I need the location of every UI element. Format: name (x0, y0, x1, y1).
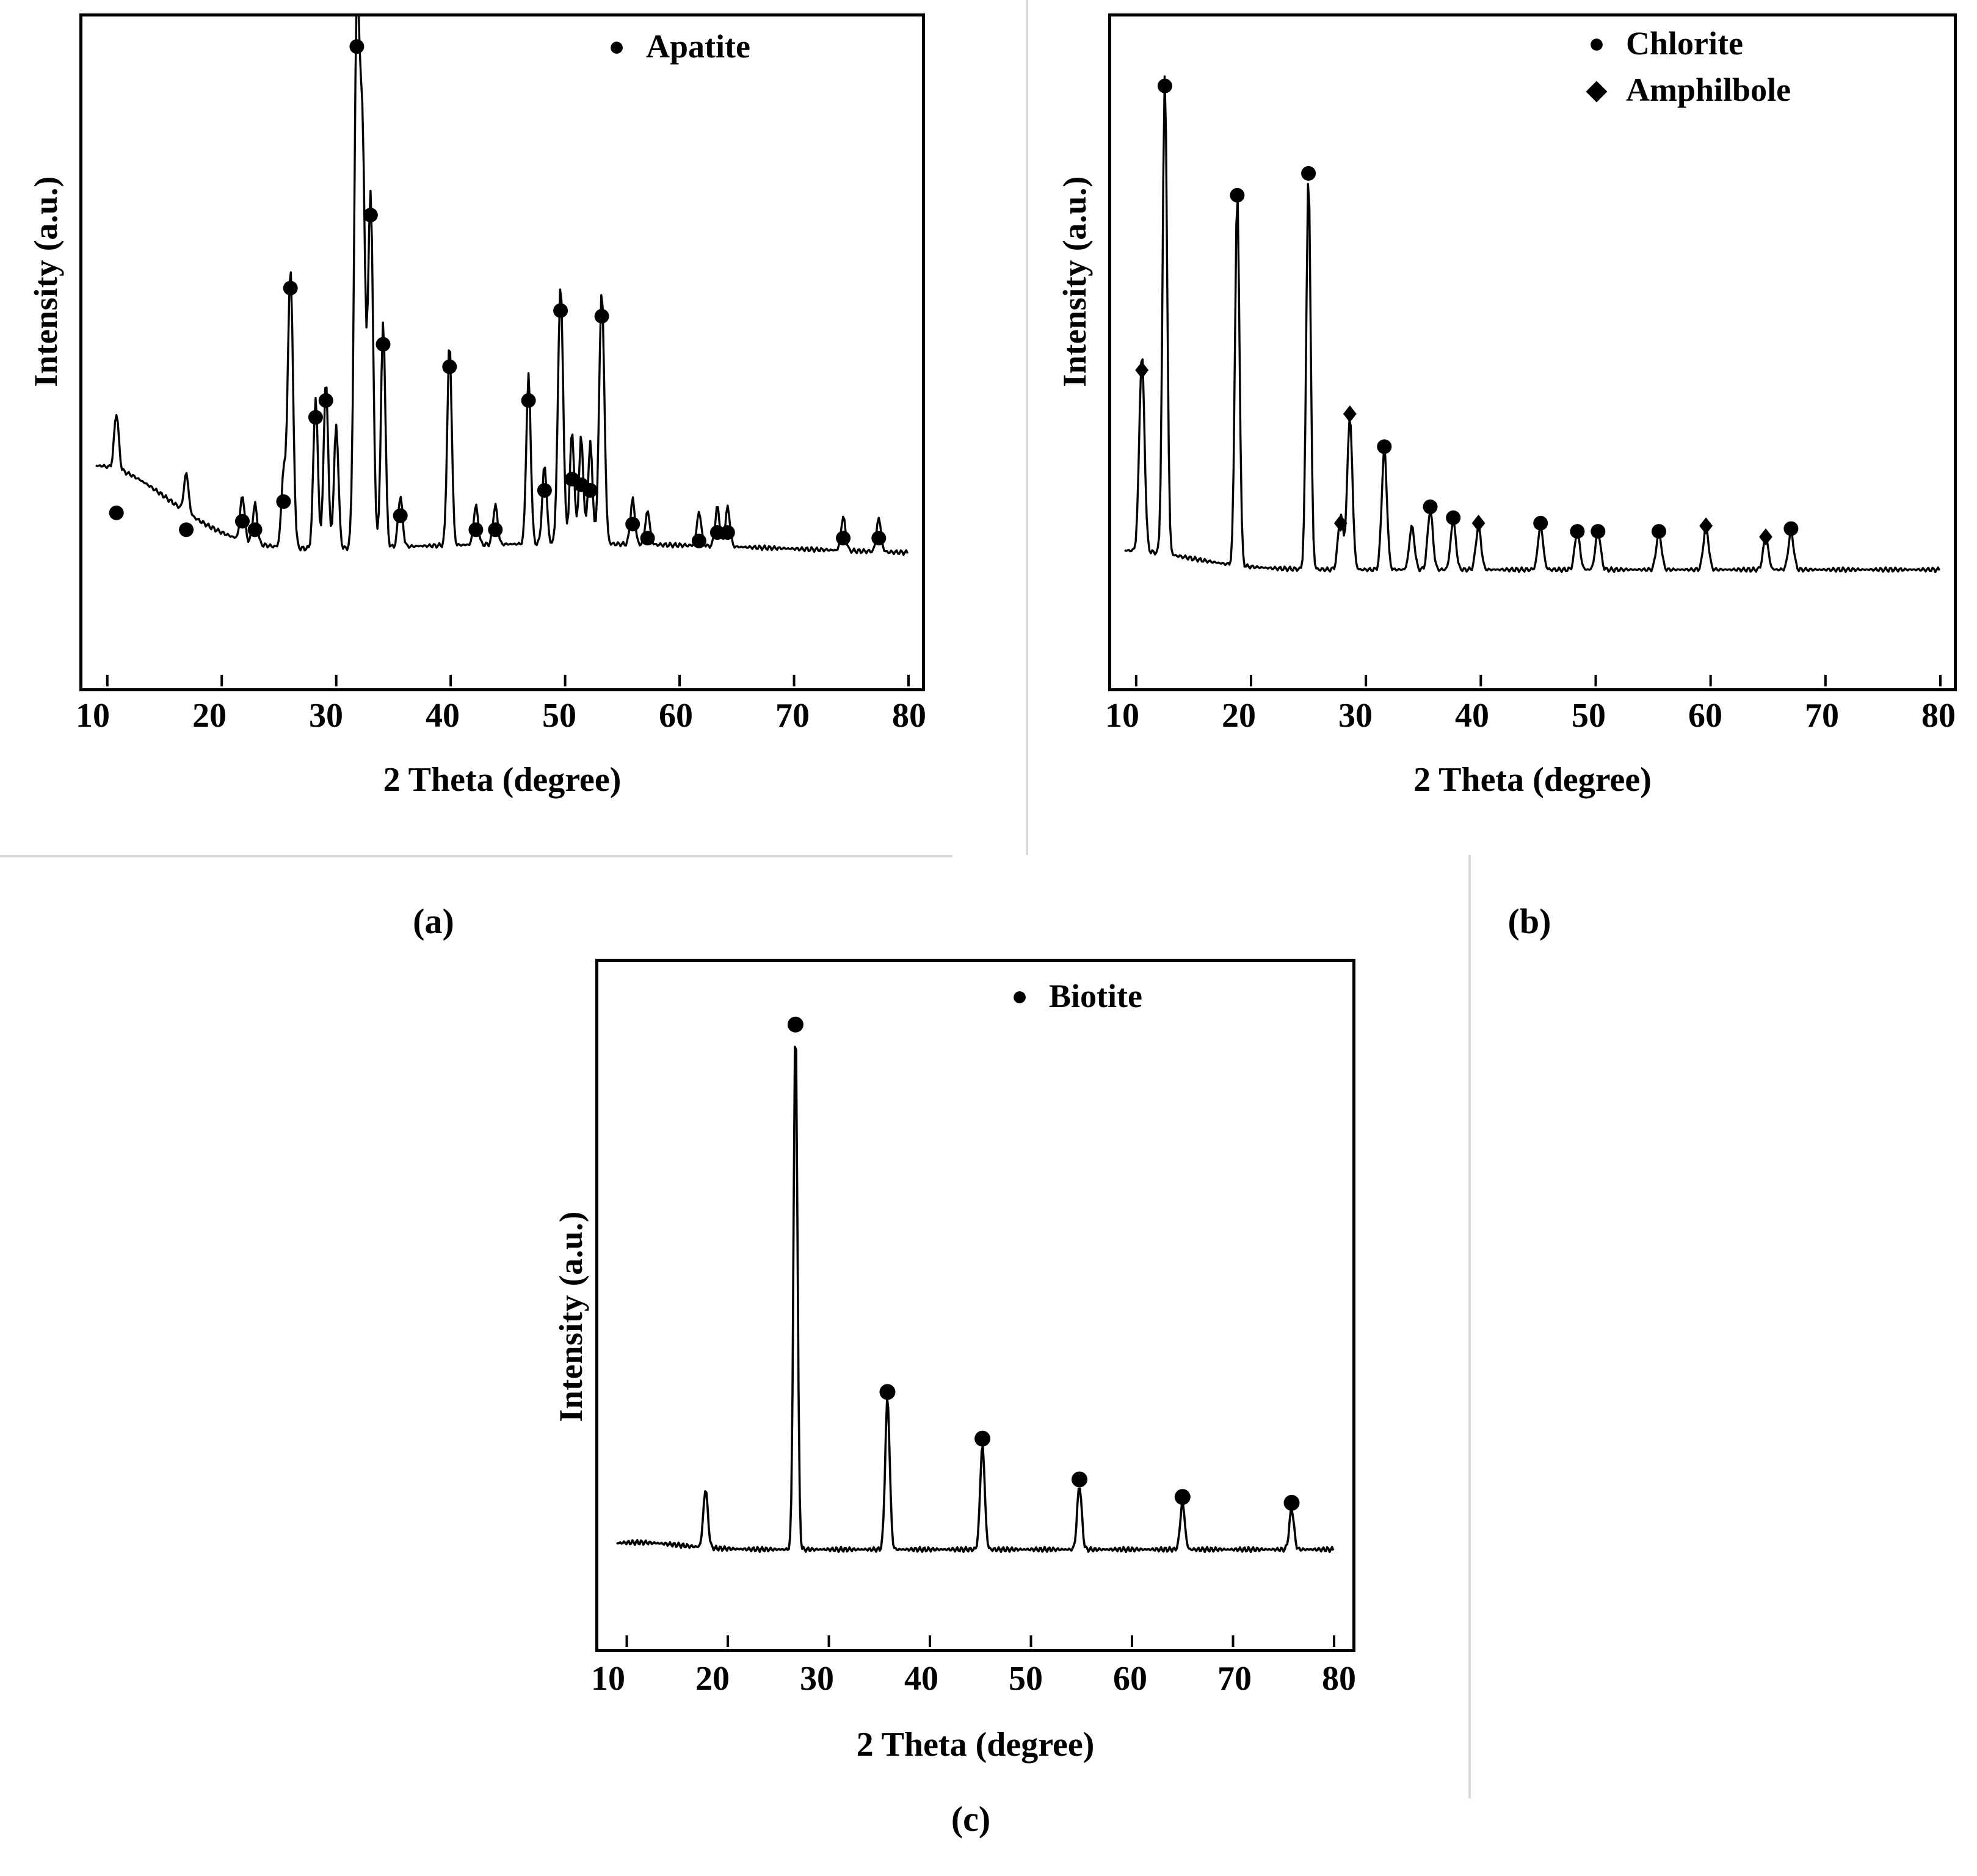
legend-label-biotite: Biotite (1049, 978, 1142, 1014)
panel-c-y-axis-label: Intensity (a.u.) (553, 1211, 589, 1422)
panel-c-x-axis-label: 2 Theta (degree) (856, 1726, 1095, 1764)
peak-marker-circle (1230, 188, 1244, 203)
panel-c-right-divider (1468, 855, 1471, 1798)
circle-marker-icon: ● (1011, 980, 1028, 1011)
peak-marker-circle (248, 522, 263, 537)
panel-b-tick-1: 20 (1222, 697, 1256, 735)
panel-a-tick-3: 40 (426, 697, 460, 735)
peak-marker-circle (468, 522, 483, 537)
panel-c-tick-6: 70 (1217, 1660, 1252, 1698)
peak-marker-circle (319, 393, 333, 408)
peak-marker-circle (442, 360, 457, 374)
peak-marker-circle (521, 393, 536, 408)
peak-marker-circle (1175, 1489, 1191, 1505)
panel-a-tick-4: 50 (542, 697, 576, 735)
panel-a-legend (604, 27, 750, 74)
panel-a-divider (0, 855, 952, 857)
panel-b (1026, 0, 1977, 941)
panel-c (507, 943, 1459, 1853)
peak-marker-circle (109, 506, 124, 520)
panel-a-tick-2: 30 (309, 697, 343, 735)
panel-b-tick-0: 10 (1105, 697, 1139, 735)
panel-a-x-axis-label: 2 Theta (degree) (383, 761, 622, 799)
panel-b-tick-6: 70 (1805, 697, 1839, 735)
peak-marker-circle (349, 39, 364, 54)
peak-marker-diamond (1699, 517, 1713, 534)
circle-marker-icon: ● (608, 31, 625, 62)
peak-marker-circle (553, 304, 568, 318)
peak-marker-diamond (1135, 362, 1148, 379)
panel-a-tick-1: 20 (192, 697, 227, 735)
peak-marker-diamond (1343, 405, 1357, 423)
legend-label-chlorite: Chlorite (1626, 25, 1743, 62)
panel-c-tick-3: 40 (904, 1660, 938, 1698)
panel-b-x-axis-label: 2 Theta (degree) (1413, 761, 1652, 799)
panel-c-legend (1007, 977, 1142, 1023)
panel-a-plot-area (79, 13, 925, 691)
legend-item-amphilbole (1584, 71, 1791, 109)
xrd-trace (1125, 76, 1940, 572)
peak-marker-circle (537, 483, 552, 498)
peak-marker-circle (625, 517, 640, 531)
peak-marker-circle (1783, 522, 1798, 536)
panel-a-tick-7: 80 (892, 697, 926, 735)
panel-a-y-axis-label: Intensity (a.u.) (27, 176, 64, 387)
peak-marker-circle (283, 281, 298, 296)
panel-b-left-divider (1026, 0, 1028, 855)
legend-item-chlorite (1584, 24, 1791, 62)
panel-b-tick-2: 30 (1338, 697, 1373, 735)
panel-a-caption: (a) (413, 901, 454, 941)
peak-marker-circle (880, 1384, 896, 1400)
panel-b-tick-4: 50 (1572, 697, 1606, 735)
peak-marker-circle (308, 410, 323, 424)
peak-marker-circle (1284, 1495, 1300, 1511)
panel-b-chart-svg (1111, 16, 1954, 688)
panel-c-plot-area (595, 959, 1355, 1652)
peak-marker-circle (871, 531, 886, 545)
peak-marker-circle (276, 494, 291, 509)
panel-c-caption: (c) (951, 1799, 991, 1839)
peak-marker-circle (1301, 166, 1316, 181)
circle-marker-icon: ● (1588, 27, 1605, 59)
panel-b-plot-area (1108, 13, 1957, 691)
peak-marker-circle (1423, 500, 1438, 514)
peak-marker-circle (235, 514, 250, 529)
peak-marker-circle (488, 522, 502, 537)
panel-c-tick-0: 10 (591, 1660, 625, 1698)
peak-marker-circle (1446, 511, 1460, 525)
legend-item-biotite (1007, 977, 1142, 1015)
peak-marker-circle (974, 1431, 990, 1447)
peak-marker-circle (692, 534, 706, 548)
panel-b-legend (1584, 24, 1791, 117)
peak-marker-circle (393, 508, 408, 523)
panel-c-tick-2: 30 (800, 1660, 834, 1698)
panel-a-tick-5: 60 (659, 697, 693, 735)
panel-b-tick-7: 80 (1921, 697, 1956, 735)
diamond-marker-icon: ◆ (1586, 74, 1608, 105)
peak-marker-circle (720, 525, 735, 540)
panel-a-chart-svg (82, 16, 922, 688)
peak-marker-circle (1652, 524, 1666, 539)
peak-marker-circle (836, 531, 851, 545)
panel-c-tick-5: 60 (1113, 1660, 1147, 1698)
panel-c-tick-1: 20 (695, 1660, 730, 1698)
panel-b-tick-5: 60 (1688, 697, 1722, 735)
peak-marker-circle (1591, 524, 1605, 539)
legend-label-apatite: Apatite (646, 28, 750, 65)
legend-label-amphilbole: Amphilbole (1626, 71, 1791, 108)
legend-item-apatite (604, 27, 750, 65)
peak-marker-circle (1533, 516, 1548, 531)
peak-marker-diamond (1759, 528, 1772, 545)
panel-b-tick-3: 40 (1455, 697, 1489, 735)
peak-marker-circle (363, 208, 378, 222)
panel-a (0, 0, 952, 941)
panel-c-chart-svg (598, 962, 1352, 1649)
panel-c-tick-4: 50 (1009, 1660, 1043, 1698)
panel-b-y-axis-label: Intensity (a.u.) (1056, 176, 1093, 387)
peak-marker-circle (1570, 524, 1584, 539)
panel-b-caption: (b) (1507, 901, 1551, 941)
panel-a-tick-0: 10 (76, 697, 110, 735)
xrd-trace (617, 1047, 1333, 1552)
peak-marker-circle (1377, 439, 1391, 454)
peak-marker-circle (583, 483, 598, 498)
peak-marker-circle (179, 522, 194, 537)
peak-marker-diamond (1472, 515, 1485, 532)
peak-marker-circle (1072, 1472, 1087, 1488)
peak-marker-circle (1158, 79, 1172, 93)
peak-marker-circle (788, 1017, 803, 1033)
panel-a-tick-6: 70 (775, 697, 810, 735)
peak-marker-circle (640, 531, 655, 545)
xrd-trace (96, 16, 908, 555)
panel-c-tick-7: 80 (1322, 1660, 1356, 1698)
peak-marker-circle (595, 309, 609, 324)
peak-marker-circle (376, 337, 391, 352)
